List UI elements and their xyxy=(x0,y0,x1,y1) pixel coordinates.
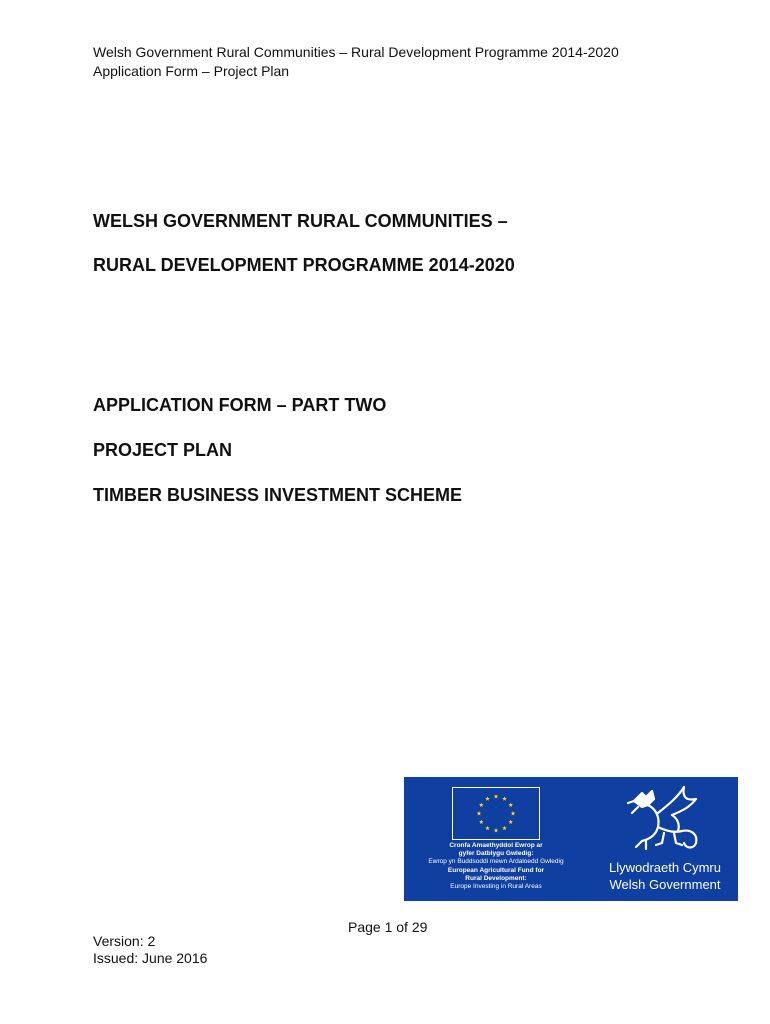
running-header xyxy=(93,43,619,81)
document-title xyxy=(93,210,515,298)
eu-star-icon xyxy=(479,820,484,824)
eu-text-line-4: European Agricultural Fund for xyxy=(447,866,545,874)
eu-flag-icon xyxy=(452,787,540,840)
eu-text-line-2: gyfer Datblygu Gwledig: xyxy=(458,850,534,858)
title-line-1: WELSH GOVERNMENT RURAL COMMUNITIES – xyxy=(93,211,508,231)
title-line-2: RURAL DEVELOPMENT PROGRAMME 2014-2020 xyxy=(93,255,515,275)
page-number: Page 1 of 29 xyxy=(348,919,428,935)
eu-star-icon xyxy=(485,826,490,830)
document-footer xyxy=(93,933,207,967)
eu-text-line-1: Cronfa Amaethyddol Ewrop ar xyxy=(449,842,543,849)
version-text: Version: 2 xyxy=(93,933,156,949)
eu-star-icon xyxy=(508,820,513,824)
eu-star-icon xyxy=(477,811,482,815)
eu-star-icon xyxy=(494,794,499,798)
form-part-heading: APPLICATION FORM – PART TWO xyxy=(93,395,387,415)
eu-star-icon xyxy=(485,796,490,800)
header-line-2: Application Form – Project Plan xyxy=(93,63,290,79)
eu-star-icon xyxy=(502,826,507,830)
welsh-government-text xyxy=(601,859,729,893)
funding-logo-banner xyxy=(404,777,738,901)
issued-date-text: Issued: June 2016 xyxy=(93,950,208,966)
eu-fund-text xyxy=(408,842,584,891)
eu-text-line-3: Ewrop yn Buddsoddi mewn Ardaloedd Gwledig xyxy=(428,858,564,866)
welsh-dragon-icon xyxy=(612,783,712,853)
scheme-heading: TIMBER BUSINESS INVESTMENT SCHEME xyxy=(93,485,463,505)
eu-star-icon xyxy=(479,803,484,807)
wg-line-welsh: Llywodraeth Cymru xyxy=(609,860,721,875)
eu-star-icon xyxy=(511,811,516,815)
form-heading xyxy=(93,394,462,529)
eu-text-line-6: Europe Investing in Rural Areas xyxy=(450,883,542,891)
eu-star-icon xyxy=(508,803,513,807)
wg-line-english: Welsh Government xyxy=(609,877,721,892)
eu-star-icon xyxy=(494,828,499,832)
eu-star-icon xyxy=(502,796,507,800)
eu-text-line-5: Rural Development: xyxy=(465,874,527,882)
header-line-1: Welsh Government Rural Communities – Rural Development Programme 2014-2020 xyxy=(93,44,619,60)
project-plan-heading: PROJECT PLAN xyxy=(93,440,233,460)
